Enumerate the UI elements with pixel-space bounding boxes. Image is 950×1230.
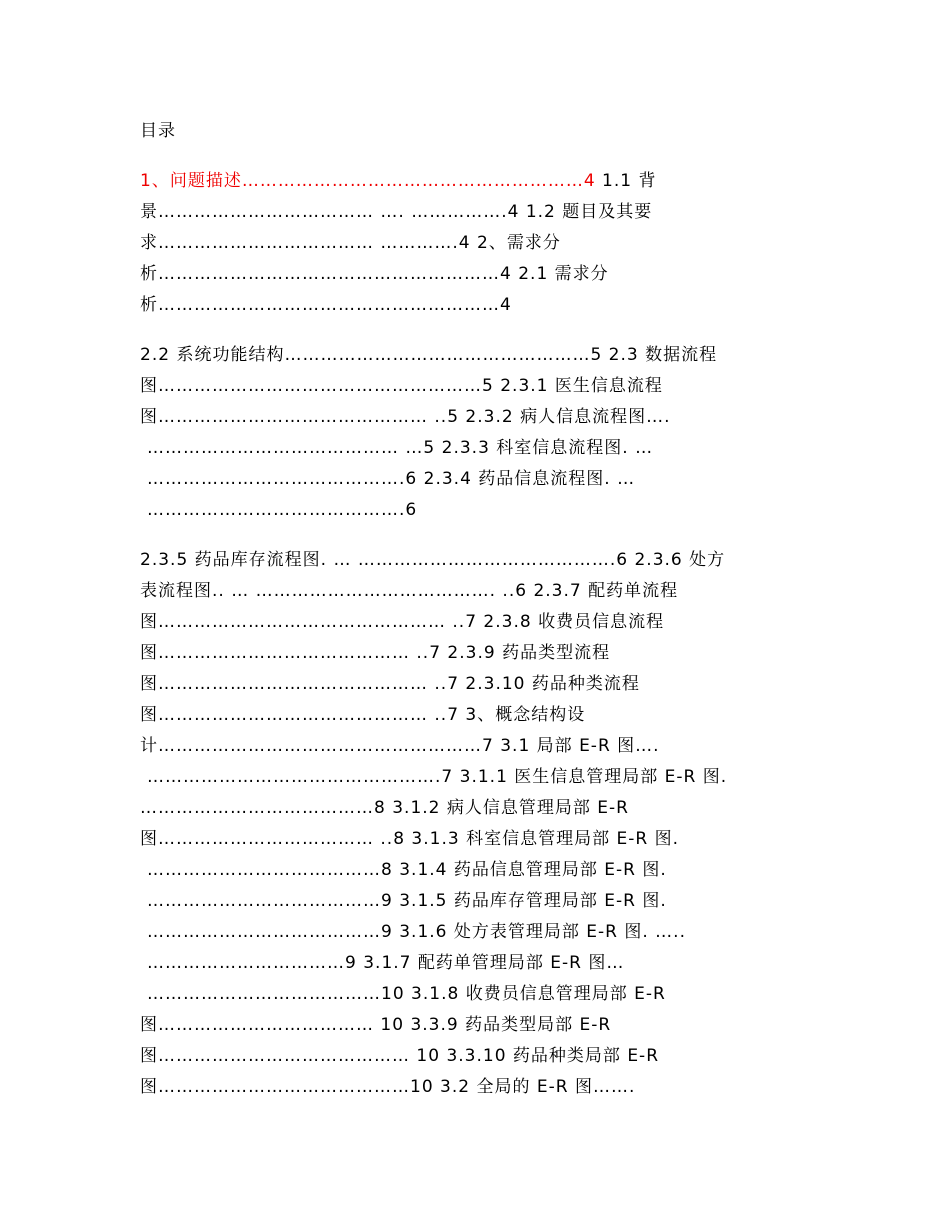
toc-line-12: 2.3.5 药品库存流程图. … …………………………………….6 2.3.6 处方 [140, 550, 726, 570]
toc-line-21: 图……………………………… ..8 3.1.3 科室信息管理局部 E-R 图. [140, 829, 679, 849]
toc-line-10: …………………………………….6 2.3.4 药品信息流程图. … [147, 469, 636, 489]
toc-line-15: 图…………………………………… ..7 2.3.9 药品类型流程 [140, 643, 611, 663]
toc-entry-problem-description: 1、问题描述…………………………………………………4 [140, 171, 596, 191]
toc-line-8: 图……………………………………… ..5 2.3.2 病人信息流程图…. [140, 407, 671, 427]
toc-line-9: …………………………………… …5 2.3.3 科室信息流程图. … [147, 438, 654, 458]
toc-line-3: 求……………………………… ………….4 2、需求分 [140, 233, 561, 253]
toc-line-23: …………………………………9 3.1.5 药品库存管理局部 E-R 图. [147, 891, 667, 911]
toc-line-26: …………………………………10 3.1.8 收费员信息管理局部 E-R [147, 984, 666, 1004]
toc-line-25: ……………………………9 3.1.7 配药单管理局部 E-R 图… [147, 953, 625, 973]
toc-line-11: …………………………………….6 [147, 500, 418, 520]
toc-line-7: 图………………………………………………5 2.3.1 医生信息流程 [140, 376, 663, 396]
toc-line-1 [140, 169, 656, 193]
toc-line-16: 图……………………………………… ..7 2.3.10 药品种类流程 [140, 674, 640, 694]
toc-title: 目录 [140, 121, 176, 141]
toc-line-29: 图……………………………………10 3.2 全局的 E-R 图……. [140, 1077, 636, 1097]
toc-line-2: 景……………………………… …. …………….4 1.2 题目及其要 [140, 202, 653, 222]
toc-line-18: 计………………………………………………7 3.1 局部 E-R 图…. [140, 736, 660, 756]
toc-line-4: 析…………………………………………………4 2.1 需求分 [140, 264, 609, 284]
toc-line-13: 表流程图.. … …………………………………. ..6 2.3.7 配药单流程 [140, 581, 679, 601]
toc-line-19: ………………………………………….7 3.1.1 医生信息管理局部 E-R 图. [147, 767, 728, 787]
toc-line-27: 图……………………………… 10 3.3.9 药品类型局部 E-R [140, 1015, 612, 1035]
toc-line-14: 图………………………………………… ..7 2.3.8 收费员信息流程 [140, 612, 665, 632]
toc-line-text: 1.1 背 [595, 171, 657, 191]
toc-line-6: 2.2 系统功能结构……………………………………………5 2.3 数据流程 [140, 345, 718, 365]
toc-line-22: …………………………………8 3.1.4 药品信息管理局部 E-R 图. [147, 860, 667, 880]
toc-line-5: 析…………………………………………………4 [140, 295, 512, 315]
toc-line-17: 图……………………………………… ..7 3、概念结构设 [140, 705, 586, 725]
toc-line-28: 图…………………………………… 10 3.3.10 药品种类局部 E-R [140, 1046, 660, 1066]
toc-line-20: …………………………………8 3.1.2 病人信息管理局部 E-R [140, 798, 629, 818]
toc-line-24: …………………………………9 3.1.6 处方表管理局部 E-R 图. ….. [147, 922, 686, 942]
